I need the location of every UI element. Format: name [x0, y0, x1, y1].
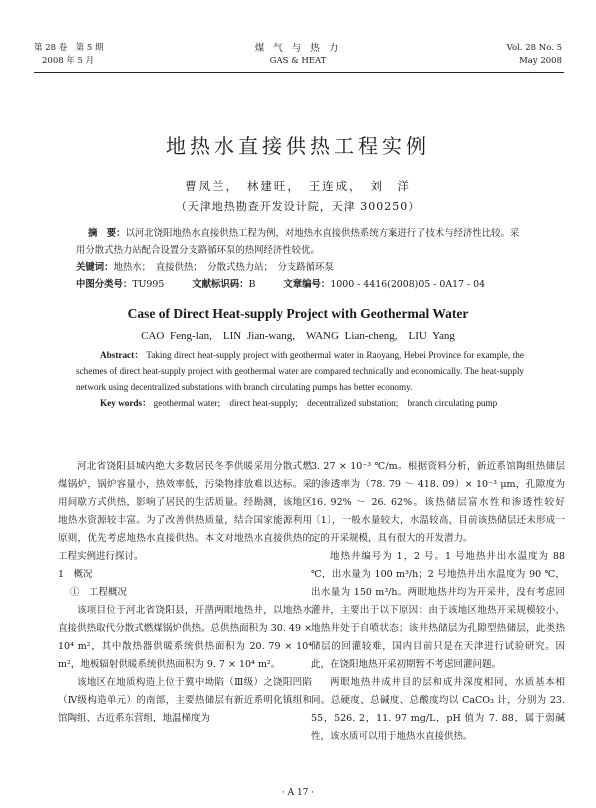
authors-en: CAO Feng-lan, LIN Jian-wang, WANG Lian-cheng, LIU Yang — [141, 330, 455, 342]
abstract-en-text: Taking direct heat-supply project with geothermal water in Raoyang, Hebei Province for example, the schemes of direct heat-supply project with geothermal water are compared technically and economically. The heat-supply network using decentralized substations with branch circulating pumps has better economy. — [76, 350, 524, 392]
body-paragraph: 河北省饶阳县城内绝大多数居民冬季供暖采用分散式燃煤锅炉，锅炉容量小，热效率低，污染物排放难以达标。采用间歇方式供热，影响了居民的生活质量。经勘测，该地区地热水资源较丰富。为了改善供热质量，结合国家能源利用原则，优先考虑地热水直接供热。本文对地热水直接供热的工程实例进行探讨。 — [58, 461, 312, 562]
body-paragraph: 两眼地热井成井目的层和成井深度相同，水质基本相同。总硬度、总碱度、总酸度均以 CaCO₃ 计，分别为 23. 55，526. 2，11. 97 mg/L，pH 值为 7. 88，属于弱碱性，该水质可以用于地热水直接供热。 — [311, 677, 565, 742]
authors-cn: 曹凤兰， 林建旺， 王连成， 刘 洋 — [185, 179, 411, 193]
paper-title-en: Case of Direct Heat-supply Project with Geothermal Water — [127, 306, 469, 321]
header-right-line1: Vol. 28 No. 5 — [506, 43, 562, 53]
article-no-value: 1000 - 4416(2008)05 - 0A17 - 04 — [330, 279, 486, 290]
journal-name-en: GAS & HEAT — [269, 56, 327, 66]
keywords-en: geothermal water; direct heat-supply; decentralized substation; branch circulating pump — [153, 398, 498, 408]
page-number: · A 17 · — [281, 788, 315, 798]
journal-volume-en — [507, 42, 562, 68]
header-left-line1: 第 28 卷 第 5 期 — [34, 43, 104, 53]
body-column-right — [311, 458, 565, 746]
subsection-heading: ① 工程概况 — [70, 587, 128, 598]
abstract-cn-text: 以河北饶阳地热水直接供热工程为例，对地热水直接供热系统方案进行了技术与经济性比较。采用分散式热力站配合设置分支路循环泵的热网经济性较优。 — [76, 228, 520, 256]
doc-code-value: B — [248, 279, 256, 290]
abstract-en-label: Abstract： — [100, 350, 144, 360]
body-paragraph: 该项目位于河北省饶阳县，开凿两眼地热井，以地热水直接供热取代分散式燃煤锅炉供热。总供热面积为 30. 49 × 10⁴ m²，其中散热器供暖系统供热面积为 20. 79 × 10⁴ m²，地板辐射供暖系统供热面积为 9. 7 × 10⁴ m²。 — [58, 605, 312, 670]
journal-name-cn: 煤 气 与 热 力 — [254, 43, 342, 54]
body-column-left — [58, 458, 312, 728]
clc-label: 中图分类号： — [76, 279, 133, 290]
abstract-cn — [76, 225, 524, 293]
body-paragraph: 地热井编号为 1，2 号。1 号地热井出水温度为 88 ℃，出水量为 100 m³/h；2 号地热井出水温度为 90 ℃，出水量为 150 m³/h。两眼地热井均为开采井，没有考虑回灌井，主要出于以下原因：由于该地区地热开采规模较小，地热井处于自喷状态；该井热储层为孔隙型热储层，此类热储层的回灌较难，国内目前只是在天津进行试验研究。因此，在饶阳地热开采初期暂不考虑回灌问题。 — [311, 551, 565, 670]
article-no-label: 文章编号： — [283, 279, 331, 290]
affiliation-cn: （天津地热勘查开发设计院，天津 300250） — [175, 200, 421, 213]
section-heading: 1 概况 — [58, 569, 93, 580]
body-paragraph: 3. 27 × 10⁻³ ℃/m。根据资料分析，新近系馆陶组热储层的渗透率为（78. 79 ～ 418. 09）× 10⁻³ μm，孔隙度为 16. 92% ～ 26. 62%。该热储层富水性和渗透性较好〔1〕，一般水量较大，水温较高，目前该热储层还未形成一定的开采规模，具有很大的开发潜力。 — [311, 461, 565, 544]
header-right-line2: May 2008 — [519, 56, 562, 66]
body-paragraph: 该地区在地质构造上位于冀中坳陷（Ⅲ级）之饶阳凹陷（Ⅳ级构造单元）的南部，主要热储层有新近系明化镇组和馆陶组、古近系东营组，地温梯度为 — [58, 677, 312, 724]
abstract-en — [76, 347, 524, 411]
keywords-en-label: Key words： — [100, 398, 152, 408]
header-left-line2: 2008 年 5 月 — [42, 56, 95, 66]
clc-value: TU995 — [132, 279, 165, 290]
keywords-cn: 地热水； 直接供热； 分散式热力站； 分支路循环泵 — [113, 262, 334, 273]
paper-title-cn: 地热水直接供热工程实例 — [166, 134, 430, 158]
keywords-cn-label: 关键词： — [76, 262, 114, 273]
abstract-cn-label: 摘 要： — [88, 228, 126, 239]
doc-code-label: 文献标识码： — [192, 279, 249, 290]
header-rule — [34, 72, 564, 73]
